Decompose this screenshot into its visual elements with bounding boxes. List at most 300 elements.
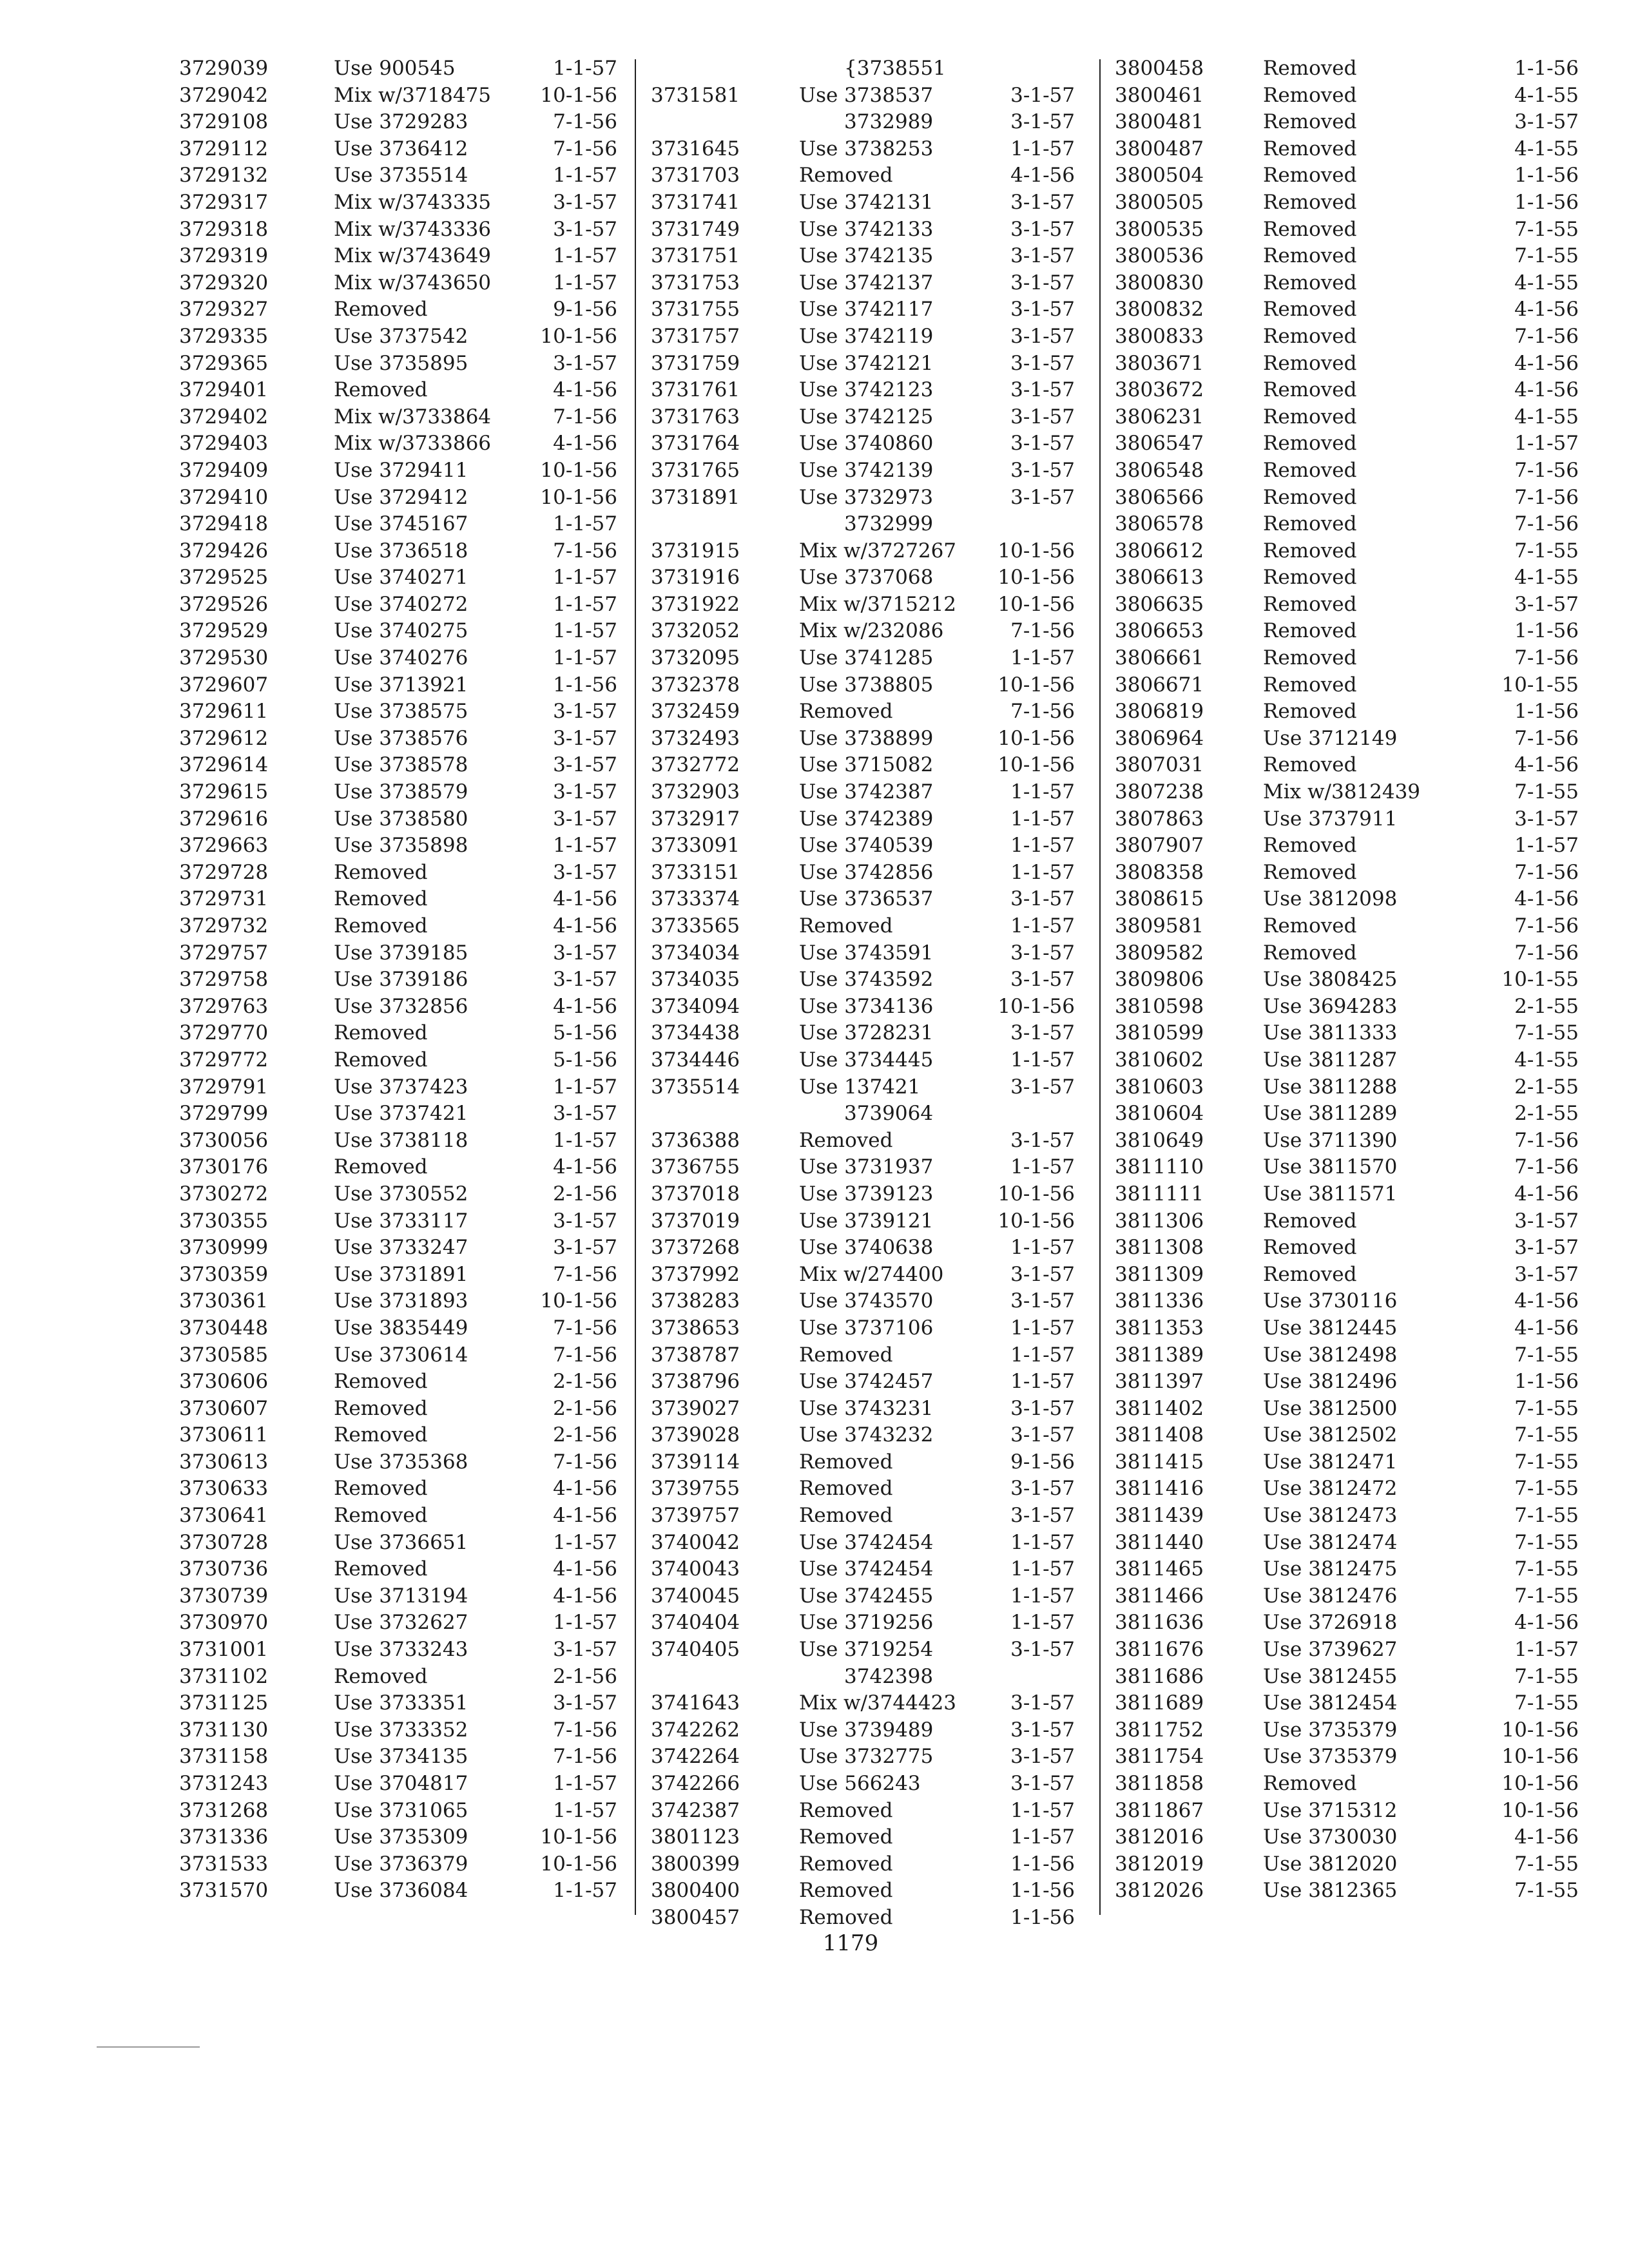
- table-row: [179, 832, 624, 860]
- effective-date: 10-1-56: [540, 1825, 617, 1849]
- table-row: [179, 1315, 624, 1342]
- disposition: Removed: [1263, 378, 1357, 402]
- table-row: [179, 940, 624, 967]
- table-row: [179, 109, 624, 136]
- effective-date: 7-1-55: [1514, 1450, 1579, 1474]
- part-number: 3811686: [1115, 1664, 1204, 1688]
- part-number: 3810598: [1115, 994, 1204, 1018]
- table-row: [179, 1824, 624, 1851]
- table-row: [1115, 1771, 1579, 1798]
- effective-date: 4-1-56: [553, 1584, 617, 1608]
- disposition: Removed: [334, 1021, 428, 1045]
- table-row: [1115, 1342, 1579, 1369]
- disposition: Use 3743232: [799, 1423, 934, 1447]
- table-row: [644, 511, 1089, 538]
- disposition: Use 3730030: [1263, 1825, 1398, 1849]
- part-number: 3738283: [651, 1289, 740, 1313]
- effective-date: 3-1-57: [1010, 1075, 1075, 1099]
- part-number: 3734035: [651, 968, 740, 992]
- effective-date: 3-1-57: [553, 1236, 617, 1260]
- disposition: Use 3734136: [799, 994, 934, 1018]
- disposition: Removed: [1263, 646, 1357, 670]
- effective-date: 3-1-57: [1010, 941, 1075, 965]
- effective-date: 4-1-55: [1514, 566, 1579, 590]
- table-row: [1115, 1074, 1579, 1101]
- effective-date: 1-1-57: [553, 1611, 617, 1635]
- disposition: Removed: [1263, 217, 1357, 241]
- part-number: 3811636: [1115, 1611, 1204, 1635]
- disposition: Removed: [1263, 432, 1357, 456]
- part-number: 3810602: [1115, 1048, 1204, 1072]
- effective-date: 1-1-57: [1514, 834, 1579, 858]
- disposition: Mix w/232086: [799, 619, 944, 643]
- effective-date: 10-1-56: [1501, 1798, 1579, 1822]
- table-row: [179, 243, 624, 270]
- part-number: 3807238: [1115, 780, 1204, 804]
- disposition: Use 3733243: [334, 1638, 468, 1662]
- effective-date: 3-1-57: [1514, 110, 1579, 134]
- disposition: Use 3731893: [334, 1289, 468, 1313]
- part-number: 3811466: [1115, 1584, 1204, 1608]
- effective-date: 1-1-57: [1010, 1825, 1075, 1849]
- effective-date: 4-1-55: [1514, 405, 1579, 428]
- part-number: 3739755: [651, 1477, 740, 1501]
- alternate-part: 3732999: [844, 512, 934, 536]
- disposition: Removed: [1263, 860, 1357, 884]
- part-number: 3730641: [179, 1504, 269, 1528]
- effective-date: 3-1-57: [1010, 190, 1075, 214]
- disposition: Use 3812474: [1263, 1530, 1398, 1554]
- effective-date: 4-1-56: [1514, 1611, 1579, 1635]
- disposition: Removed: [1263, 485, 1357, 509]
- effective-date: 1-1-56: [553, 673, 617, 697]
- disposition: Use 900545: [334, 57, 456, 80]
- effective-date: 1-1-57: [553, 592, 617, 616]
- part-number: 3731753: [651, 271, 740, 294]
- disposition: Removed: [799, 1128, 893, 1152]
- disposition: Use 3812502: [1263, 1423, 1398, 1447]
- part-number: 3810603: [1115, 1075, 1204, 1099]
- disposition: Removed: [334, 1396, 428, 1420]
- effective-date: 7-1-56: [1514, 1128, 1579, 1152]
- part-number: 3733091: [651, 834, 740, 858]
- effective-date: 4-1-56: [553, 1557, 617, 1581]
- part-number: 3730359: [179, 1262, 269, 1286]
- table-row: [644, 351, 1089, 378]
- part-number: 3730056: [179, 1128, 269, 1152]
- part-number: 3729757: [179, 941, 269, 965]
- disposition: Removed: [1263, 110, 1357, 134]
- table-row: [1115, 1556, 1579, 1583]
- table-row: [179, 485, 624, 512]
- part-number: 3800399: [651, 1852, 740, 1876]
- disposition: Removed: [334, 1155, 428, 1179]
- part-number: 3803671: [1115, 351, 1204, 375]
- table-row: [1115, 351, 1579, 378]
- disposition: Removed: [799, 1798, 893, 1822]
- part-number: 3811676: [1115, 1638, 1204, 1662]
- part-number: 3731916: [651, 566, 740, 590]
- table-row: [179, 1690, 624, 1717]
- disposition: Use 3713921: [334, 673, 468, 697]
- table-row: [179, 351, 624, 378]
- effective-date: 7-1-56: [1514, 485, 1579, 509]
- disposition: Use 3738580: [334, 807, 468, 831]
- disposition: Use 3738118: [334, 1128, 468, 1152]
- disposition: Removed: [1263, 834, 1357, 858]
- table-row: [1115, 1717, 1579, 1744]
- page-number: 1179: [822, 1930, 879, 1956]
- disposition: Use 3736084: [334, 1879, 468, 1903]
- table-row: [644, 966, 1089, 994]
- table-row: [179, 1798, 624, 1825]
- disposition: Use 3738805: [799, 673, 934, 697]
- part-number: 3738787: [651, 1343, 740, 1367]
- part-number: 3731759: [651, 351, 740, 375]
- effective-date: 4-1-56: [553, 432, 617, 456]
- disposition: Mix w/3812439: [1263, 780, 1421, 804]
- effective-date: 7-1-56: [553, 1316, 617, 1340]
- disposition: Use 3812020: [1263, 1852, 1398, 1876]
- part-number: 3736388: [651, 1128, 740, 1152]
- part-number: 3807863: [1115, 807, 1204, 831]
- effective-date: 1-1-57: [553, 512, 617, 536]
- part-number: 3806612: [1115, 539, 1204, 562]
- effective-date: 7-1-56: [553, 405, 617, 428]
- part-number: 3731102: [179, 1664, 269, 1688]
- disposition: Use 3811571: [1263, 1182, 1398, 1206]
- effective-date: 4-1-56: [1514, 1289, 1579, 1313]
- part-number: 3803672: [1115, 378, 1204, 402]
- effective-date: 7-1-55: [1514, 780, 1579, 804]
- part-number: 3729614: [179, 753, 269, 777]
- effective-date: 1-1-57: [553, 1530, 617, 1554]
- table-row: [1115, 1047, 1579, 1074]
- part-number: 3806548: [1115, 458, 1204, 482]
- table-row: [179, 1449, 624, 1476]
- effective-date: 2-1-56: [553, 1396, 617, 1420]
- disposition: Use 3737423: [334, 1075, 468, 1099]
- table-row: [179, 162, 624, 189]
- part-number: 3809581: [1115, 914, 1204, 937]
- disposition: Use 3735898: [334, 834, 468, 858]
- part-number: 3810604: [1115, 1102, 1204, 1126]
- table-row: [179, 752, 624, 779]
- table-row: [644, 564, 1089, 591]
- part-number: 3733565: [651, 914, 740, 937]
- table-row: [644, 1475, 1089, 1503]
- effective-date: 1-1-56: [1514, 619, 1579, 643]
- disposition: Removed: [1263, 83, 1357, 107]
- table-row: [644, 1369, 1089, 1396]
- effective-date: 3-1-57: [553, 351, 617, 375]
- effective-date: 10-1-56: [998, 673, 1075, 697]
- part-number: 3732917: [651, 807, 740, 831]
- disposition: Use: [799, 83, 838, 107]
- effective-date: 7-1-55: [1514, 1423, 1579, 1447]
- part-number: 3731755: [651, 298, 740, 322]
- part-number: 3729616: [179, 807, 269, 831]
- effective-date: 3-1-57: [553, 780, 617, 804]
- disposition: Use 3812473: [1263, 1504, 1398, 1528]
- effective-date: 10-1-56: [998, 592, 1075, 616]
- effective-date: 4-1-56: [1514, 887, 1579, 911]
- part-number: 3811754: [1115, 1745, 1204, 1769]
- column-divider-1: [635, 59, 636, 1915]
- disposition: Use 3811288: [1263, 1075, 1398, 1099]
- disposition: Use 3740539: [799, 834, 934, 858]
- disposition: Removed: [1263, 619, 1357, 643]
- table-row: [644, 1315, 1089, 1342]
- effective-date: 7-1-56: [1010, 700, 1075, 724]
- effective-date: 4-1-56: [553, 887, 617, 911]
- table-row: [1115, 430, 1579, 457]
- effective-date: 1-1-57: [1010, 1584, 1075, 1608]
- effective-date: 7-1-56: [553, 1718, 617, 1742]
- table-row: [179, 1020, 624, 1047]
- effective-date: 3-1-57: [1010, 110, 1075, 134]
- table-row: [1115, 966, 1579, 994]
- table-row: [179, 1556, 624, 1583]
- effective-date: 10-1-56: [998, 726, 1075, 750]
- part-number: 3731761: [651, 378, 740, 402]
- table-row: [1115, 1503, 1579, 1530]
- effective-date: 1-1-57: [1010, 860, 1075, 884]
- table-row: [1115, 1208, 1579, 1235]
- effective-date: 1-1-57: [553, 244, 617, 268]
- table-row: [644, 485, 1089, 512]
- table-row: [1115, 1530, 1579, 1557]
- effective-date: 7-1-55: [1514, 1691, 1579, 1715]
- effective-date: 3-1-57: [1010, 298, 1075, 322]
- part-number: 3729763: [179, 994, 269, 1018]
- disposition: Use 3739121: [799, 1209, 934, 1233]
- table-row: [179, 994, 624, 1021]
- table-row: [1115, 377, 1579, 404]
- disposition: Use 3739627: [1263, 1638, 1398, 1662]
- part-number: 3732493: [651, 726, 740, 750]
- alternate-part: 3738537: [844, 83, 934, 107]
- table-row: [179, 1664, 624, 1691]
- table-row: [644, 1851, 1089, 1878]
- part-number: 3729607: [179, 673, 269, 697]
- part-number: 3740405: [651, 1638, 740, 1662]
- part-number: 3729327: [179, 298, 269, 322]
- disposition: Removed: [1263, 941, 1357, 965]
- effective-date: 4-1-56: [1514, 1316, 1579, 1340]
- effective-date: 2-1-55: [1514, 994, 1579, 1018]
- disposition: Use 3731937: [799, 1155, 934, 1179]
- effective-date: 1-1-57: [1010, 834, 1075, 858]
- part-number: 3800536: [1115, 244, 1204, 268]
- disposition: Use 3742139: [799, 458, 934, 482]
- part-number: 3734446: [651, 1048, 740, 1072]
- part-number: 3731001: [179, 1638, 269, 1662]
- table-row: [1115, 55, 1579, 82]
- table-row: [1115, 270, 1579, 297]
- effective-date: 7-1-55: [1514, 1557, 1579, 1581]
- table-row: [179, 672, 624, 699]
- disposition: Use 3728231: [799, 1021, 934, 1045]
- part-number: 3731765: [651, 458, 740, 482]
- part-number: 3740043: [651, 1557, 740, 1581]
- effective-date: 7-1-56: [1514, 324, 1579, 348]
- part-number: 3811689: [1115, 1691, 1204, 1715]
- part-number: 3810649: [1115, 1128, 1204, 1152]
- part-number: 3800505: [1115, 190, 1204, 214]
- disposition: Removed: [799, 1852, 893, 1876]
- part-number: 3740042: [651, 1530, 740, 1554]
- part-number: 3806635: [1115, 592, 1204, 616]
- part-number: 3800457: [651, 1905, 740, 1929]
- effective-date: 2-1-56: [553, 1423, 617, 1447]
- table-row: [179, 1530, 624, 1557]
- table-row: [1115, 886, 1579, 913]
- disposition: Removed: [1263, 324, 1357, 348]
- table-row: [179, 1422, 624, 1449]
- table-row: [644, 1235, 1089, 1262]
- table-row: [179, 1369, 624, 1396]
- part-number: 3742262: [651, 1718, 740, 1742]
- table-row: [644, 832, 1089, 860]
- table-row: [644, 1422, 1089, 1449]
- disposition: Removed: [1263, 700, 1357, 724]
- column-divider-2: [1099, 59, 1101, 1915]
- table-row: [1115, 1020, 1579, 1047]
- effective-date: 3-1-57: [1514, 807, 1579, 831]
- effective-date: 4-1-55: [1514, 1048, 1579, 1072]
- disposition: Use 3735309: [334, 1825, 468, 1849]
- disposition: Removed: [1263, 57, 1357, 80]
- disposition: Use 3738253: [799, 137, 934, 160]
- part-number: 3729732: [179, 914, 269, 937]
- disposition: Use 3811333: [1263, 1021, 1398, 1045]
- effective-date: 1-1-57: [553, 57, 617, 80]
- table-row: [644, 726, 1089, 753]
- disposition: Mix w/3715212: [799, 592, 957, 616]
- disposition: Use 3735379: [1263, 1718, 1398, 1742]
- table-row: [644, 323, 1089, 351]
- part-number: 3812016: [1115, 1825, 1204, 1849]
- disposition: Use 3729283: [334, 110, 468, 134]
- disposition: Use 3740272: [334, 592, 468, 616]
- effective-date: 7-1-55: [1514, 1852, 1579, 1876]
- part-number: 3730633: [179, 1477, 269, 1501]
- table-row: [644, 216, 1089, 244]
- part-number: 3734094: [651, 994, 740, 1018]
- effective-date: 1-1-57: [553, 646, 617, 670]
- part-number: 3800400: [651, 1879, 740, 1903]
- table-row: [179, 430, 624, 457]
- effective-date: 7-1-56: [553, 1262, 617, 1286]
- alternate-part: 3732973: [844, 485, 934, 509]
- disposition: Removed: [799, 1477, 893, 1501]
- disposition: Use 3729411: [334, 458, 468, 482]
- part-number: 3731922: [651, 592, 740, 616]
- effective-date: 3-1-57: [553, 1209, 617, 1233]
- table-row: [1115, 618, 1579, 645]
- effective-date: 1-1-57: [1010, 780, 1075, 804]
- disposition: Use 3812454: [1263, 1691, 1398, 1715]
- part-number: 3741643: [651, 1691, 740, 1715]
- part-number: 3800481: [1115, 110, 1204, 134]
- disposition: Removed: [1263, 753, 1357, 777]
- disposition: Use 3808425: [1263, 968, 1398, 992]
- part-number: 3729108: [179, 110, 269, 134]
- part-number: 3730613: [179, 1450, 269, 1474]
- disposition: Removed: [799, 164, 893, 187]
- effective-date: 3-1-57: [553, 190, 617, 214]
- effective-date: 3-1-57: [1010, 1745, 1075, 1769]
- table-row: [1115, 296, 1579, 323]
- effective-date: 10-1-56: [540, 324, 617, 348]
- disposition: Use 3811289: [1263, 1102, 1398, 1126]
- table-row: [1115, 538, 1579, 565]
- part-number: 3729410: [179, 485, 269, 509]
- disposition: Use 3742455: [799, 1584, 934, 1608]
- disposition: Use 3719256: [799, 1611, 934, 1635]
- effective-date: 1-1-57: [1010, 1611, 1075, 1635]
- disposition: Removed: [1263, 539, 1357, 562]
- effective-date: 1-1-57: [1010, 646, 1075, 670]
- table-row: [1115, 243, 1579, 270]
- part-number: 3731533: [179, 1852, 269, 1876]
- effective-date: 10-1-56: [998, 1209, 1075, 1233]
- table-row: [644, 645, 1089, 672]
- alternate-part: 137421: [844, 1075, 921, 1099]
- table-row: [1115, 511, 1579, 538]
- part-number: 3735514: [651, 1075, 740, 1099]
- part-number: 3742266: [651, 1772, 740, 1795]
- disposition: Use 3733247: [334, 1236, 468, 1260]
- disposition: Use 3812445: [1263, 1316, 1398, 1340]
- part-number: 3730606: [179, 1370, 269, 1394]
- table-row: [1115, 1288, 1579, 1315]
- effective-date: 7-1-55: [1514, 1021, 1579, 1045]
- effective-date: 1-1-57: [553, 271, 617, 294]
- part-number: 3729525: [179, 566, 269, 590]
- part-number: 3800832: [1115, 298, 1204, 322]
- table-row: [644, 591, 1089, 619]
- effective-date: 3-1-57: [553, 700, 617, 724]
- effective-date: 10-1-56: [998, 539, 1075, 562]
- table-row: [644, 1637, 1089, 1664]
- effective-date: 3-1-57: [553, 1102, 617, 1126]
- table-row: [644, 1583, 1089, 1610]
- table-row: [644, 1449, 1089, 1476]
- table-row: [179, 1288, 624, 1315]
- disposition: Use 3733117: [334, 1209, 468, 1233]
- part-number: 3729402: [179, 405, 269, 428]
- part-number: 3729317: [179, 190, 269, 214]
- effective-date: 1-1-57: [553, 619, 617, 643]
- table-row: [179, 1878, 624, 1905]
- disposition: Mix w/3733866: [334, 432, 492, 456]
- effective-date: 3-1-57: [1010, 83, 1075, 107]
- table-row: [644, 618, 1089, 645]
- effective-date: 1-1-56: [1514, 164, 1579, 187]
- disposition: Removed: [799, 1825, 893, 1849]
- part-number: 3811867: [1115, 1798, 1204, 1822]
- part-number: 3806671: [1115, 673, 1204, 697]
- part-number: 3730355: [179, 1209, 269, 1233]
- part-number: 3729526: [179, 592, 269, 616]
- effective-date: 3-1-57: [1010, 217, 1075, 241]
- part-number: 3742387: [651, 1798, 740, 1822]
- disposition: Use 3715082: [799, 753, 934, 777]
- table-row: [1115, 1664, 1579, 1691]
- part-number: 3810599: [1115, 1021, 1204, 1045]
